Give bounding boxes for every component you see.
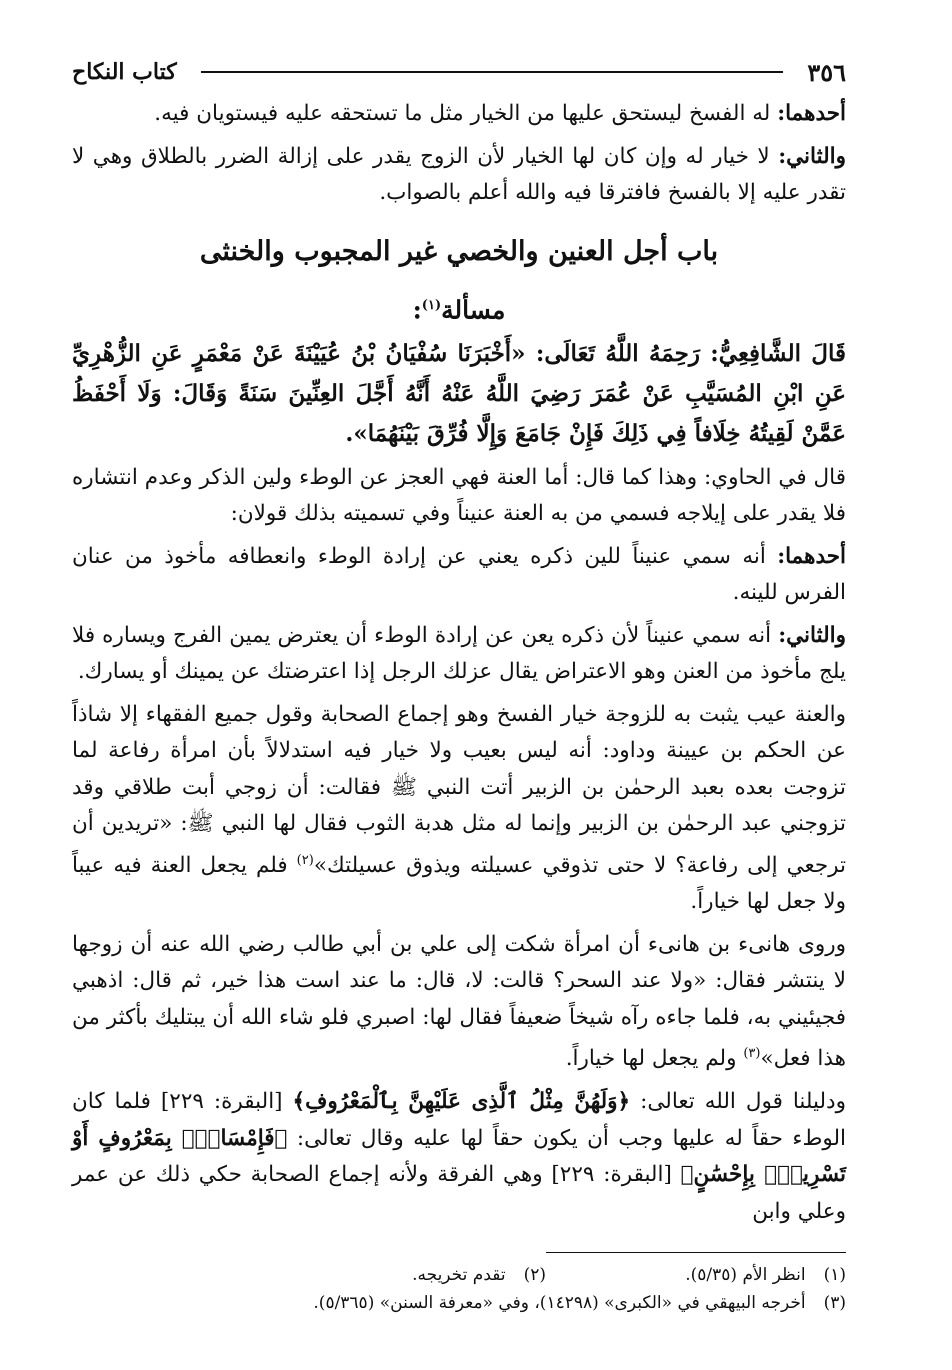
text: ودليلنا قول الله تعالى: [630, 1089, 846, 1115]
text: له الفسخ ليستحق عليها من الخيار مثل ما تستحقه عليه فيستويان فيه. [154, 101, 778, 126]
text: [البقرة: ٢٢٩] وهي الفرقة ولأنه إجماع الصحابة حكي ذلك عن عمر وعلي وابن [72, 1162, 846, 1224]
running-header [72, 52, 846, 92]
quran-verse-2: ﴿فَإِمْسَاكٌۢ بِمَعْرُوفٍ أَوْ تَسْرِيحٌۢ بِإِحْسَٰنٍ﴾ [72, 1125, 846, 1188]
paragraph-first-opinion [72, 96, 846, 133]
paragraph-evidence [72, 1084, 846, 1230]
footnote-ref-3: (٣) [743, 1046, 761, 1062]
paragraph-second-naming [72, 618, 846, 691]
footnote-row [72, 1261, 846, 1289]
footnote-ref-1: (١) [421, 297, 442, 313]
text: والعنة عيب يثبت به للزوجة خيار الفسخ وهو إجماع الصحابة وقول جميع الفقهاء إلا شاذاً عن الحكم بن عيينة وداود: أنه ليس بعيب ولا خيار فيه استدلالاً بأن امرأة رفاعة لما تزوجت بعده بعبد الرحمٰن بن الزبير أتت النبي ﷺ فقالت: أن زوجي أبت طلاقي وقد تزوجني عبد الرحمٰن بن الزبير وإنما له مثل هدبة الثوب فقال لها النبي ﷺ: «تريدين أن ترجعي إلى رفاعة؟ لا حتى تذوقي عسيلته ويذوق عسيلتك» [72, 701, 847, 878]
footnote-rule [546, 1252, 846, 1253]
text: [البقرة: ٢٢٩] فلما كان الوطء حقاً له عليها وجب أن يكون حقاً لها عليه وقال تعالى: [72, 1089, 846, 1151]
footnote-2 [412, 1261, 546, 1289]
footnote-1 [546, 1261, 846, 1289]
footnote-text: تقدم تخريجه. [412, 1265, 506, 1285]
footnote-text: انظر الأم (٥/٣٥). [685, 1265, 806, 1285]
page [72, 0, 846, 1370]
label-first: أحدهما: [777, 101, 846, 126]
text: ولم يجعل لها خياراً. [565, 1046, 744, 1072]
paragraph-second-opinion [72, 139, 846, 212]
header-rule [201, 71, 784, 73]
footnote-text: أخرجه البيهقي في «الكبرى» (١٤٢٩٨)، وفي «معرفة السنن» (٥/٣٦٥). [313, 1293, 806, 1313]
shafii-quote: قَالَ الشَّافِعِيُّ: رَحِمَهُ اللَّهُ تَعَالَى: «أَخْبَرَنَا سُفْيَانُ بْنُ عُيَيْنَةَ عَنْ مَعْمَرٍ عَنِ الزُّهْرِيِّ عَنِ ابْنِ المُسَيَّبِ عَنْ عُمَرَ رَضِيَ اللَّهُ عَنْهُ أَنَّهُ أَجَّلَ العِنِّينَ سَنَةً وَقَالَ: وَلَا أَحْفَظُ عَمَّنْ لَقِيتُهُ خِلَافاً فِي ذَلِكَ فَإِنْ جَامَعَ وَإِلَّا فُرِّقَ بَيْنَهُمَا». [72, 339, 846, 447]
paragraph-hawi: قال في الحاوي: وهذا كما قال: أما العنة فهي العجز عن الوطء ولين الذكر وعدم انتشاره فلا يقدر على إيلاجه فسمي من به العنة عنيناً وفي تسميته بذلك قولان: [72, 464, 846, 527]
label-second: والثاني: [778, 143, 846, 169]
page-number: ٣٥٦ [807, 57, 846, 87]
main-text [72, 96, 846, 1236]
footnote-row [72, 1289, 846, 1317]
masala-word: مسألة [441, 294, 506, 324]
footnote-3 [313, 1289, 846, 1317]
quran-verse-1: ﴿وَلَهُنَّ مِثْلُ ٱلَّذِى عَلَيْهِنَّ بِٱلْمَعْرُوفِ﴾ [292, 1089, 631, 1115]
footnote-number: (٢) [523, 1265, 546, 1285]
footnote-number: (٣) [823, 1293, 846, 1313]
footnote-ref-2: (٢) [296, 852, 314, 868]
paragraph-defect [72, 697, 846, 921]
masala-heading [72, 288, 846, 328]
paragraph-hani [72, 927, 846, 1078]
text: فلم يجعل العنة فيه عيباً ولا جعل لها خياراً. [72, 852, 846, 915]
footnote-number: (١) [823, 1265, 846, 1285]
label-first: أحدهما: [777, 543, 846, 569]
text: أنه سمي عنيناً للين ذكره يعني عن إرادة الوطء وانعطافه مأخوذ من عنان الفرس للينه. [72, 543, 846, 606]
section-title: باب أجل العنين والخصي غير المجبوب والخنثى [199, 235, 719, 267]
label-second: والثاني: [778, 622, 846, 648]
text: وروى هانىء بن هانىء أن امرأة شكت إلى علي بن أبي طالب رضي الله عنه أن زوجها لا ينتشر فقال: «ولا عند السحر؟ قالت: لا، قال: ما عند است هذا خير، ثم قال: اذهبي فجيئيني به، فلما جاءه رآه شيخاً ضعيفاً فقال لها: اصبري فلو شاء الله أن يبتليك بأكثر من هذا فعل» [72, 931, 846, 1072]
text: أنه سمي عنيناً لأن ذكره يعن عن إرادة الوطء أن يعترض يمين الفرج ويساره فلا يلج مأخوذ من العنن وهو الاعتراض يقال عزلك الرجل إذا اعترضتك عن يمينك أو يسارك. [72, 622, 846, 685]
text: لا خيار له وإن كان لها الخيار لأن الزوج يقدر على إزالة الضرر بالطلاق وهي لا تقدر عليه إلا بالفسخ فافترقا فيه والله أعلم بالصواب. [72, 143, 846, 205]
masala-colon: : [412, 294, 422, 324]
paragraph-first-naming [72, 539, 846, 612]
footnotes [72, 1252, 846, 1317]
book-title: كتاب النكاح [72, 59, 177, 85]
